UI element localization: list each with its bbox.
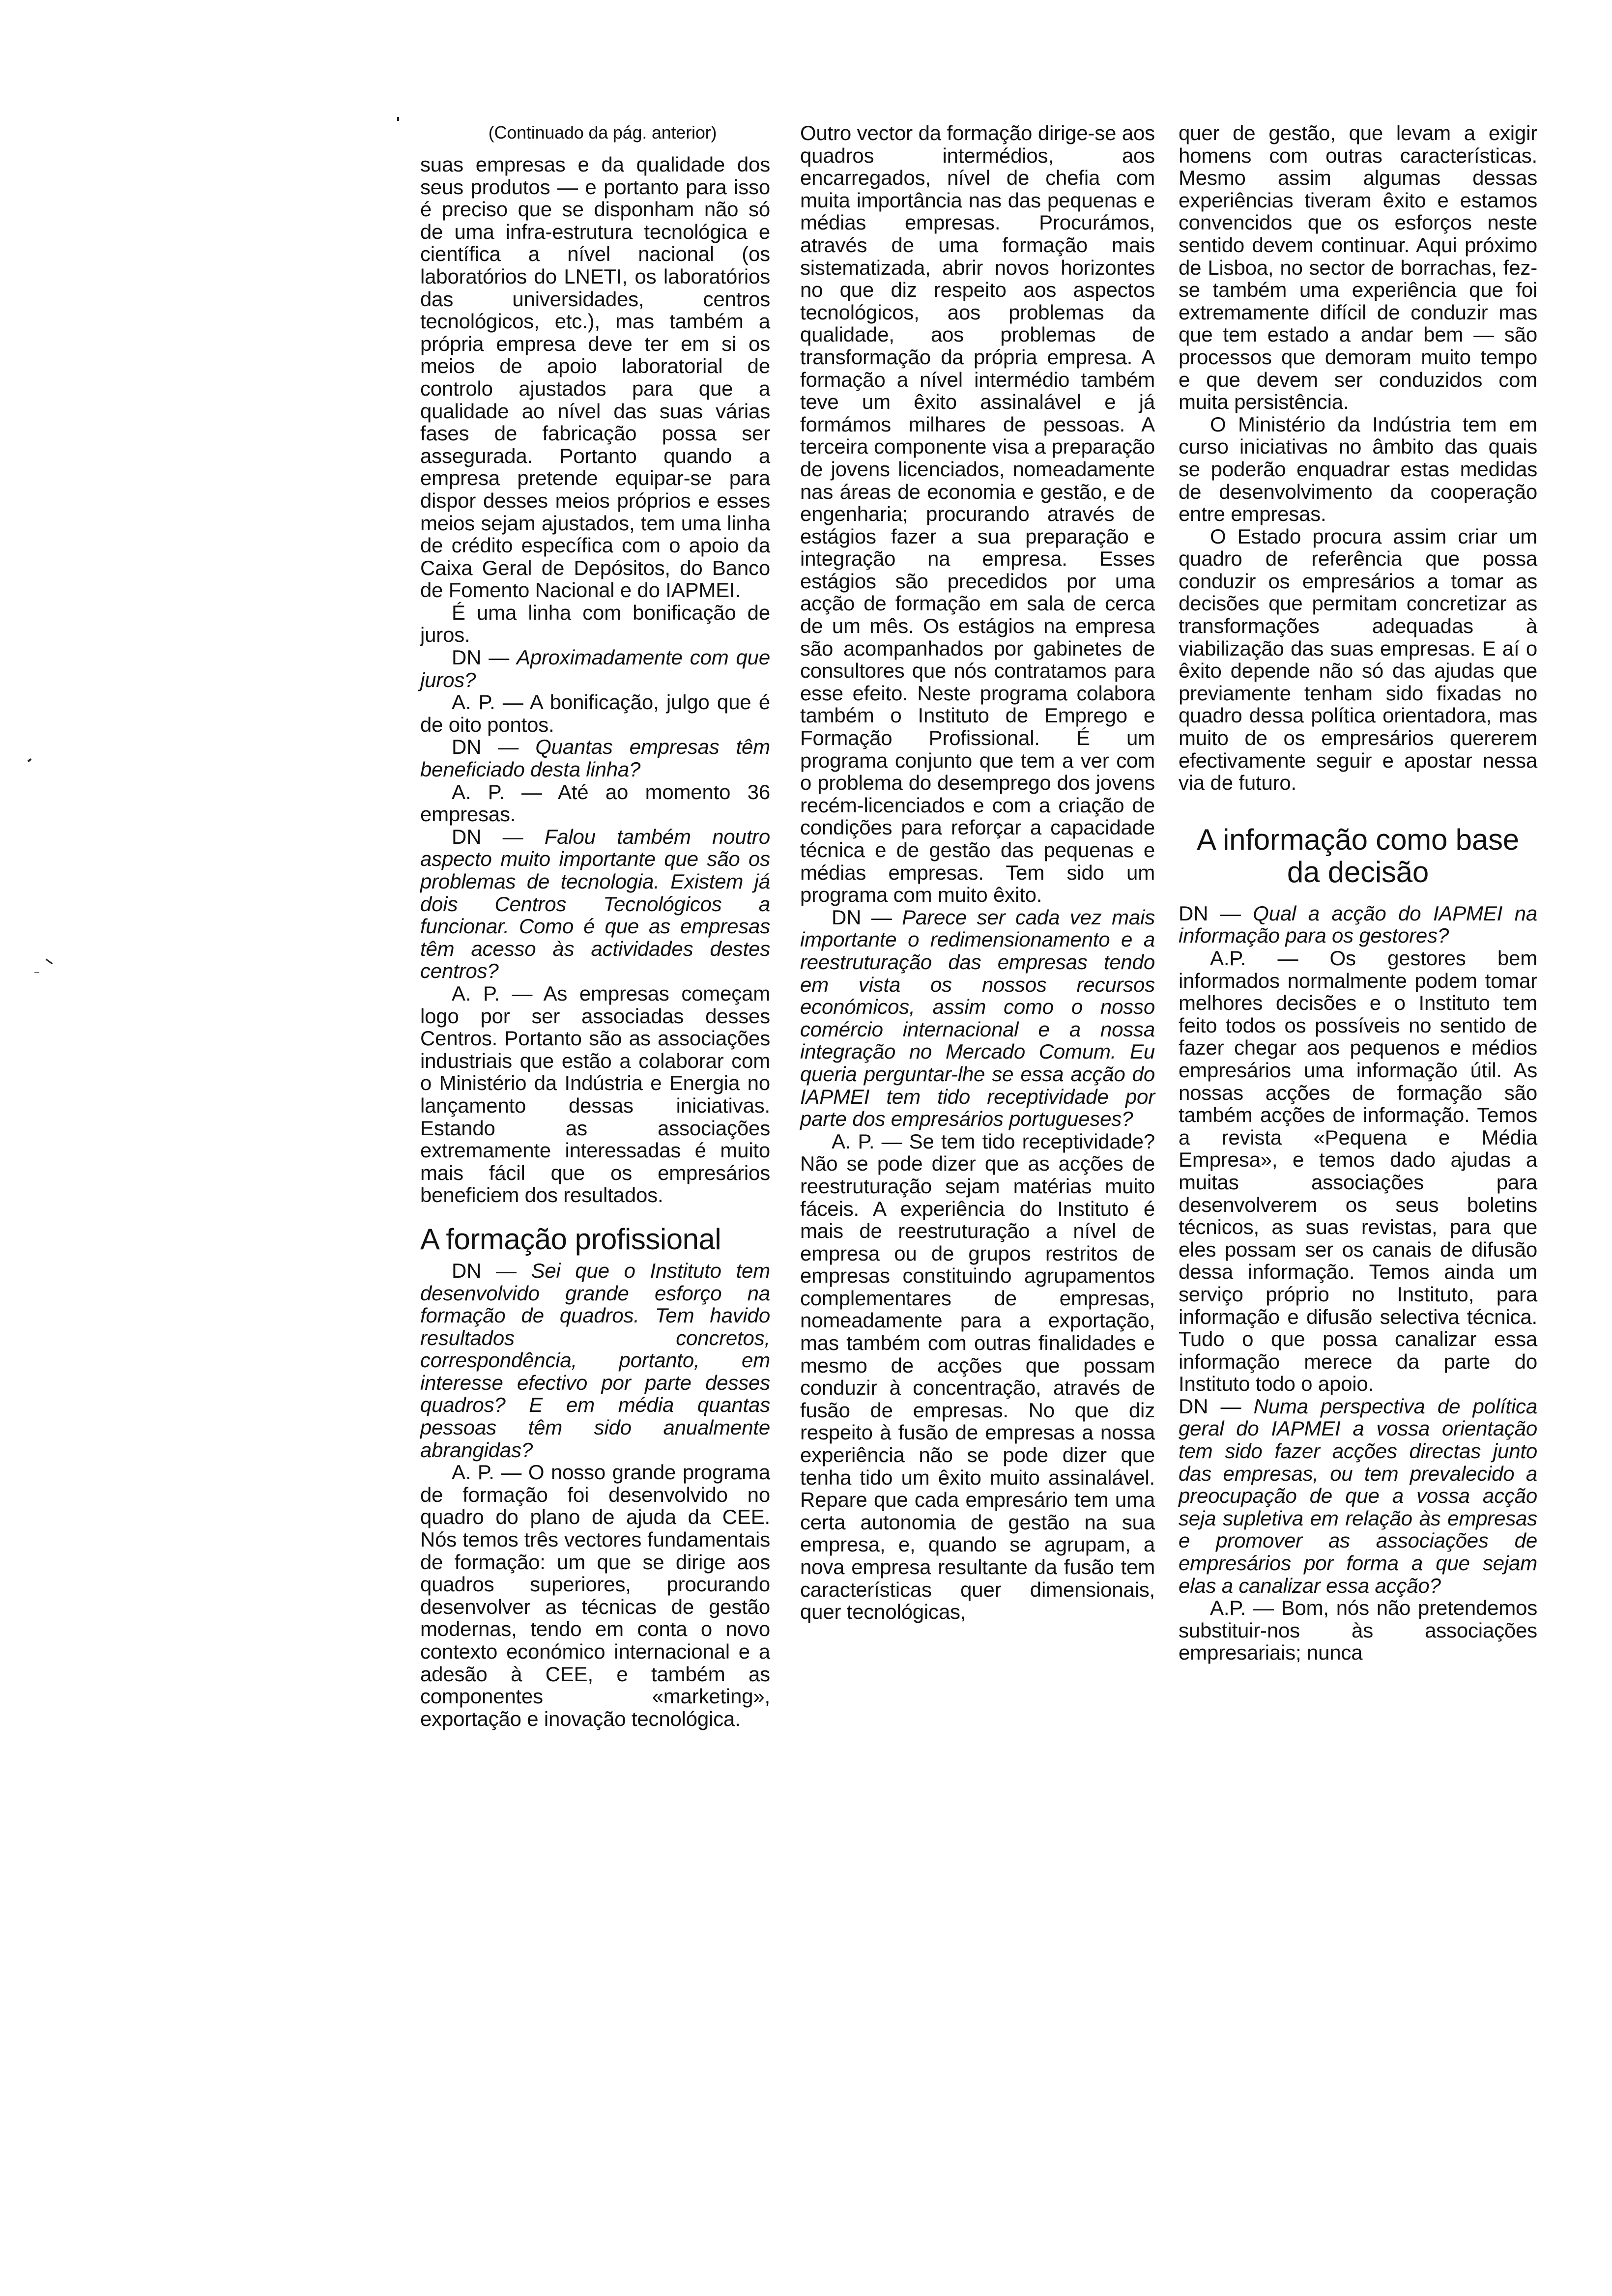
article-column-2 [800,122,1155,1623]
speaker-label: DN — [832,905,892,929]
scan-speck [28,758,32,762]
answer-text: Bom, nós não pretendemos substituir-nos às associações empresariais; nunca [1179,1596,1537,1665]
speaker-label: DN — [1179,1394,1241,1418]
speaker-label: A. P. — [452,780,542,804]
scan-speck [46,959,53,965]
answer-text: As empresas começam logo por ser associadas desses Centros. Portanto são as associações industriais que estão a colaborar com o Ministério da Indústria e Energia no lançamento dessas iniciativas. Estando as associações extremamente interessadas é muito mais fácil que os empresários beneficiem dos resultados. [420,981,770,1207]
interview-question [800,906,1155,1130]
question-text: Falou também noutro aspecto muito importante que são os problemas de tecnologia. Existem já dois Centros Tecnológicos a funcionar. Como é que as empresas têm acesso às actividades destes centros? [420,825,771,983]
question-text: Sei que o Instituto tem desenvolvido grande esforço na formação de quadros. Tem havido resultados concretos, correspondência, portanto, em interesse efectivo por parte desses quadros? E em média quantas pessoas têm sido anualmente abrangidas? [420,1259,770,1462]
question-text: Qual a acção do IAPMEI na informação para os gestores? [1179,901,1538,947]
speaker-label: A.P. — [1210,947,1298,970]
speaker-label: A. P. — [832,1129,902,1153]
interview-answer [1179,947,1537,1395]
speaker-label: A. P. — [452,1461,522,1484]
interview-question [1179,1395,1537,1597]
interview-answer [1179,1597,1537,1664]
answer-text: Se tem tido receptividade? Não se pode dizer que as acções de reestruturação sejam matérias muito fáceis. A experiência do Instituto é mais de reestruturação a nível de empresa ou de grupos restritos de empresas constituindo agrupamentos complementares de empresas, nomeadamente para a exportação, mas também com outras finalidades e mesmo de acções que possam conduzir à concentração, através de fusão de empresas. No que diz respeito à fusão de empresas a nossa experiência não se pode dizer que tenha tido um êxito muito assinalável. Repare que cada empresário tem uma certa autonomia de gestão na sua empresa, e, quando se agrupam, a nova empresa resultante da fusão tem características quer dimensionais, quer tecnológicas, [800,1129,1155,1624]
interview-question [420,826,770,982]
answer-text: Até ao momento 36 empresas. [420,780,771,826]
question-text: Numa perspectiva de política geral do IAPMEI a vossa orientação tem sido fazer acções directas junto das empresas, ou tem prevalecido a preocupação de que a vossa acção seja supletiva em relação às empresas e promover as associações de empresários por forma a que sejam elas a canalizar essa acção? [1179,1394,1537,1597]
question-text: Quantas empresas têm beneficiado desta linha? [420,735,771,781]
answer-text: O nosso grande programa de formação foi desenvolvido no quadro do plano de ajuda da CEE. Nós temos três vectores fundamentais de formação: um que se dirige aos quadros superiores, procurando desenvolver as técnicas de gestão modernas, tendo em conta o novo contexto económico internacional e a adesão à CEE, e também as componentes «marketing», exportação e inovação tecnológica. [420,1461,770,1730]
speaker-label: DN — [1179,901,1241,925]
interview-answer [420,781,770,826]
answer-text: Os gestores bem informados normalmente podem tomar melhores decisões e o Instituto tem feito todos os possíveis no sentido de fazer chegar aos pequenos e médios empresários uma informação útil. As nossas acções de formação são também acções de informação. Temos a revista «Pequena e Média Empresa», e temos dado ajudas a muitas associações para desenvolverem os seus boletins técnicos, as suas revistas, para que eles possam ser os canais de difusão dessa informação. Temos ainda um serviço próprio no Instituto, para informação e difusão selectiva técnica. Tudo o que possa canalizar essa informação merece da parte do Instituto todo o apoio. [1179,947,1537,1396]
interview-answer [800,1130,1155,1623]
article-column-1 [420,122,770,1730]
body-paragraph: É uma linha com bonificação de juros. [420,601,770,647]
section-heading: A formação profissional [420,1222,721,1256]
article-column-3 [1179,122,1537,1664]
interview-answer [420,691,770,736]
body-paragraph: Outro vector da formação dirige-se aos quadros intermédios, aos encarregados, nível de chefia com muita importância nas das pequenas e médias empresas. Procurámos, através de uma formação mais sistematizada, abrir novos horizontes no que diz respeito aos aspectos tecnológicos, aos problemas da qualidade, aos problemas de transformação da própria empresa. A formação a nível intermédio também teve um êxito assinalável e já formámos milhares de pessoas. A terceira componente visa a preparação de jovens licenciados, nomeadamente nas áreas de economia e gestão, e de engenharia; procurando através de estágios fazer a sua preparação e integração na empresa. Esses estágios são precedidos por uma acção de formação em sala de cerca de um mês. Os estágios na empresa são acompanhados por gabinetes de consultores que nós contratamos para esse efeito. Neste programa colabora também o Instituto de Emprego e Formação Profissional. É um programa conjunto que tem a ver com o problema do desemprego dos jovens recém-licenciados e com a criação de condições para reforçar a capacidade técnica e de gestão das pequenas e médias empresas. Tem sido um programa com muito êxito. [800,121,1155,907]
scan-speck [34,972,39,973]
speaker-label: DN — [452,735,519,759]
speaker-label: A.P. — [1210,1596,1274,1620]
section-heading: A informação como base da decisão [1197,823,1519,889]
scan-speck [397,117,399,121]
interview-question [1179,902,1537,947]
speaker-label: DN — [452,825,523,848]
body-paragraph: quer de gestão, que levam a exigir homens com outras características. Mesmo assim algumas dessas experiências tiveram êxito e estamos convencidos que os esforços neste sentido devem continuar. Aqui próximo de Lisboa, no sector de borrachas, fez-se também uma experiência que foi extremamente difícil de conduzir mas que tem estado a andar bem — são processos que demoram muito tempo e que devem ser conduzidos com muita persistência. [1179,121,1537,414]
question-text: Parece ser cada vez mais importante o redimensionamento e a reestruturação das empresas tendo em vista os nossos recursos económicos, assim como o nosso comércio internacional e a nossa integração no Mercado Comum. Eu queria perguntar-lhe se essa acção do IAPMEI tem tido receptividade por parte dos empresários portugueses? [800,905,1155,1131]
body-paragraph: O Ministério da Indústria tem em curso iniciativas no âmbito das quais se poderão enquadrar estas medidas de desenvolvimento da cooperação entre empresas. [1179,412,1537,526]
interview-answer [420,982,770,1206]
question-text: Aproximadamente com que juros? [420,646,770,691]
body-paragraph: O Estado procura assim criar um quadro de referência que possa conduzir os empresários a tomar as decisões que permitam concretizar as transformações adequadas à viabilização das suas empresas. E aí o êxito depende não só das ajudas que previamente tenham sido fixadas no quadro dessa política orientadora, mas muito de os empresários quererem efectivamente seguir e apostar nessa via de futuro. [1179,524,1537,795]
speaker-label: A. P. — [452,690,523,714]
body-paragraph: suas empresas e da qualidade dos seus produtos — e portanto para isso é preciso que se disponham não só de uma infra-estrutura tecnológica e científica a nível nacional (os laboratórios do LNETI, os laboratórios das universidades, centros tecnológicos, etc.), mas também a própria empresa deve ter em si os meios de apoio laboratorial de controlo ajustados para que a qualidade ao nível das suas várias fases de fabricação possa ser assegurada. Portanto quando a empresa pretende equipar-se para dispor desses meios próprios e esses meios sejam ajustados, tem uma linha de crédito específica com o apoio da Caixa Geral de Depósitos, do Banco de Fomento Nacional e do IAPMEI. [420,153,770,602]
speaker-label: DN — [452,646,510,669]
speaker-label: DN — [452,1259,517,1282]
speaker-label: A. P. — [452,981,533,1005]
interview-question [420,1260,770,1461]
interview-question [420,646,770,691]
answer-text: A bonificação, julgo que é de oito pontos. [420,690,770,736]
interview-question [420,736,770,780]
continued-note: (Continuado da pág. anterior) [488,122,717,143]
interview-answer [420,1461,770,1730]
